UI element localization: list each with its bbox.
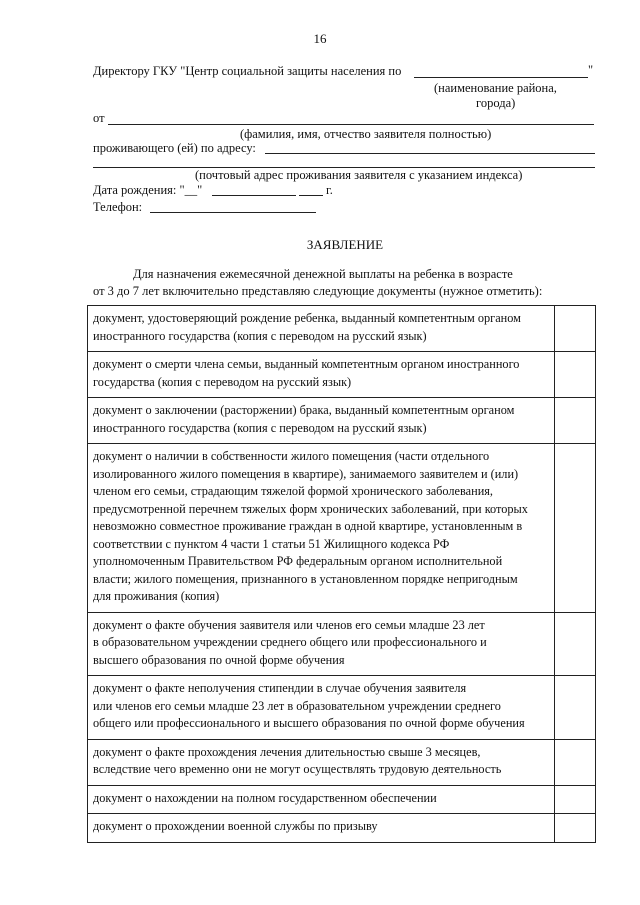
documents-table [87, 305, 596, 843]
document-description [88, 444, 555, 613]
document-text-line: государства (копия с переводом на русский язык) [93, 374, 352, 389]
document-checkbox[interactable] [555, 612, 596, 676]
address-field-1[interactable] [265, 153, 595, 154]
document-text-line: невозможно совместное проживание граждан в одной квартире, установленным в [93, 519, 523, 533]
document-row [88, 612, 596, 676]
document-text-line: документ о прохождении военной службы по призыву [93, 819, 378, 833]
document-text-line: или членов его семьи младше 23 лет в образовательном учреждении среднего [93, 698, 501, 713]
document-text-line: изолированного жилого помещения в квартире), занимаемого заявителем и (или) [93, 466, 519, 481]
document-text-line: иностранного государства (копия с переводом на русский язык) [93, 328, 427, 343]
document-checkbox[interactable] [555, 739, 596, 785]
document-row [88, 676, 596, 740]
phone-label: Телефон: [93, 200, 143, 214]
document-row [88, 814, 596, 843]
document-text-line: документ о наличии в собственности жилого помещения (части отдельного [93, 449, 490, 463]
intro-line-1: Для назначения ежемесячной денежной выплаты на ребенка в возрасте [133, 267, 513, 281]
document-checkbox[interactable] [555, 785, 596, 814]
district-caption-2: города) [476, 96, 516, 110]
document-text-line: членом его семьи, страдающим тяжелой формой хронического заболевания, [93, 484, 494, 498]
document-row [88, 444, 596, 613]
document-text-line: документ о заключении (расторжении) брака, выданный компетентным органом [93, 403, 515, 417]
document-checkbox[interactable] [555, 352, 596, 398]
phone-field[interactable] [150, 212, 316, 213]
document-description [88, 398, 555, 444]
document-description [88, 352, 555, 398]
birth-month-field[interactable] [212, 195, 296, 196]
address-caption: (почтовый адрес проживания заявителя с указанием индекса) [195, 168, 523, 182]
document-checkbox[interactable] [555, 306, 596, 352]
name-caption: (фамилия, имя, отчество заявителя полностью) [240, 127, 492, 141]
document-description [88, 676, 555, 740]
document-text-line: документ о факте неполучения стипендии в случае обучения заявителя [93, 681, 467, 695]
document-row [88, 306, 596, 352]
document-text-line: документ о факте обучения заявителя или членов его семьи младше 23 лет [93, 617, 485, 632]
page-number: 16 [313, 31, 327, 46]
document-row [88, 352, 596, 398]
address-label: проживающего (ей) по адресу: [93, 141, 256, 155]
district-caption-1: (наименование района, [434, 81, 557, 95]
document-text-line: документ о факте прохождения лечения длительностью свыше 3 месяцев, [93, 744, 481, 759]
document-description [88, 612, 555, 676]
document-text-line: общего или профессионального и высшего образования по очной форме обучения [93, 716, 525, 730]
document-checkbox[interactable] [555, 676, 596, 740]
director-line: Директору ГКУ "Центр социальной защиты населения по [93, 64, 402, 78]
document-row [88, 785, 596, 814]
document-description [88, 739, 555, 785]
document-text-line: документ о смерти члена семьи, выданный компетентным органом иностранного [93, 357, 520, 371]
document-description [88, 785, 555, 814]
document-text-line: власти; жилого помещения, признанного в установленном порядке непригодным [93, 571, 518, 586]
document-text-line: в образовательном учреждении среднего общего или профессионального и [93, 635, 487, 649]
quote-close: " [588, 63, 594, 77]
document-description [88, 814, 555, 843]
document-text-line: соответствии с пунктом 4 части 1 статьи 51 Жилищного кодекса РФ [93, 536, 450, 551]
year-suffix: г. [326, 183, 333, 197]
document-checkbox[interactable] [555, 444, 596, 613]
from-label: от [93, 111, 105, 125]
birth-date-label: Дата рождения: "__" [93, 183, 203, 197]
district-field[interactable] [414, 77, 588, 78]
document-text-line: предусмотренной перечнем тяжелых форм хронических заболеваний, при которых [93, 501, 528, 516]
document-title: ЗАЯВЛЕНИЕ [306, 237, 384, 252]
document-text-line: документ, удостоверяющий рождение ребенка, выданный компетентным органом [93, 311, 521, 325]
applicant-name-field[interactable] [108, 124, 594, 125]
document-checkbox[interactable] [555, 814, 596, 843]
document-description [88, 306, 555, 352]
intro-text [93, 266, 593, 300]
document-text-line: вследствие чего временно они не могут осуществлять трудовую деятельность [93, 762, 502, 776]
intro-line-2: от 3 до 7 лет включительно представляю следующие документы (нужное отметить): [93, 284, 543, 298]
document-text-line: для проживания (копия) [93, 589, 220, 603]
birth-year-field[interactable] [299, 195, 323, 196]
document-row [88, 398, 596, 444]
document-text-line: уполномоченным Правительством РФ федеральным органом исполнительной [93, 554, 503, 568]
document-text-line: документ о нахождении на полном государственном обеспечении [93, 790, 437, 805]
document-checkbox[interactable] [555, 398, 596, 444]
document-text-line: высшего образования по очной форме обучения [93, 652, 345, 667]
document-text-line: иностранного государства (копия с переводом на русский язык) [93, 420, 427, 435]
document-row [88, 739, 596, 785]
